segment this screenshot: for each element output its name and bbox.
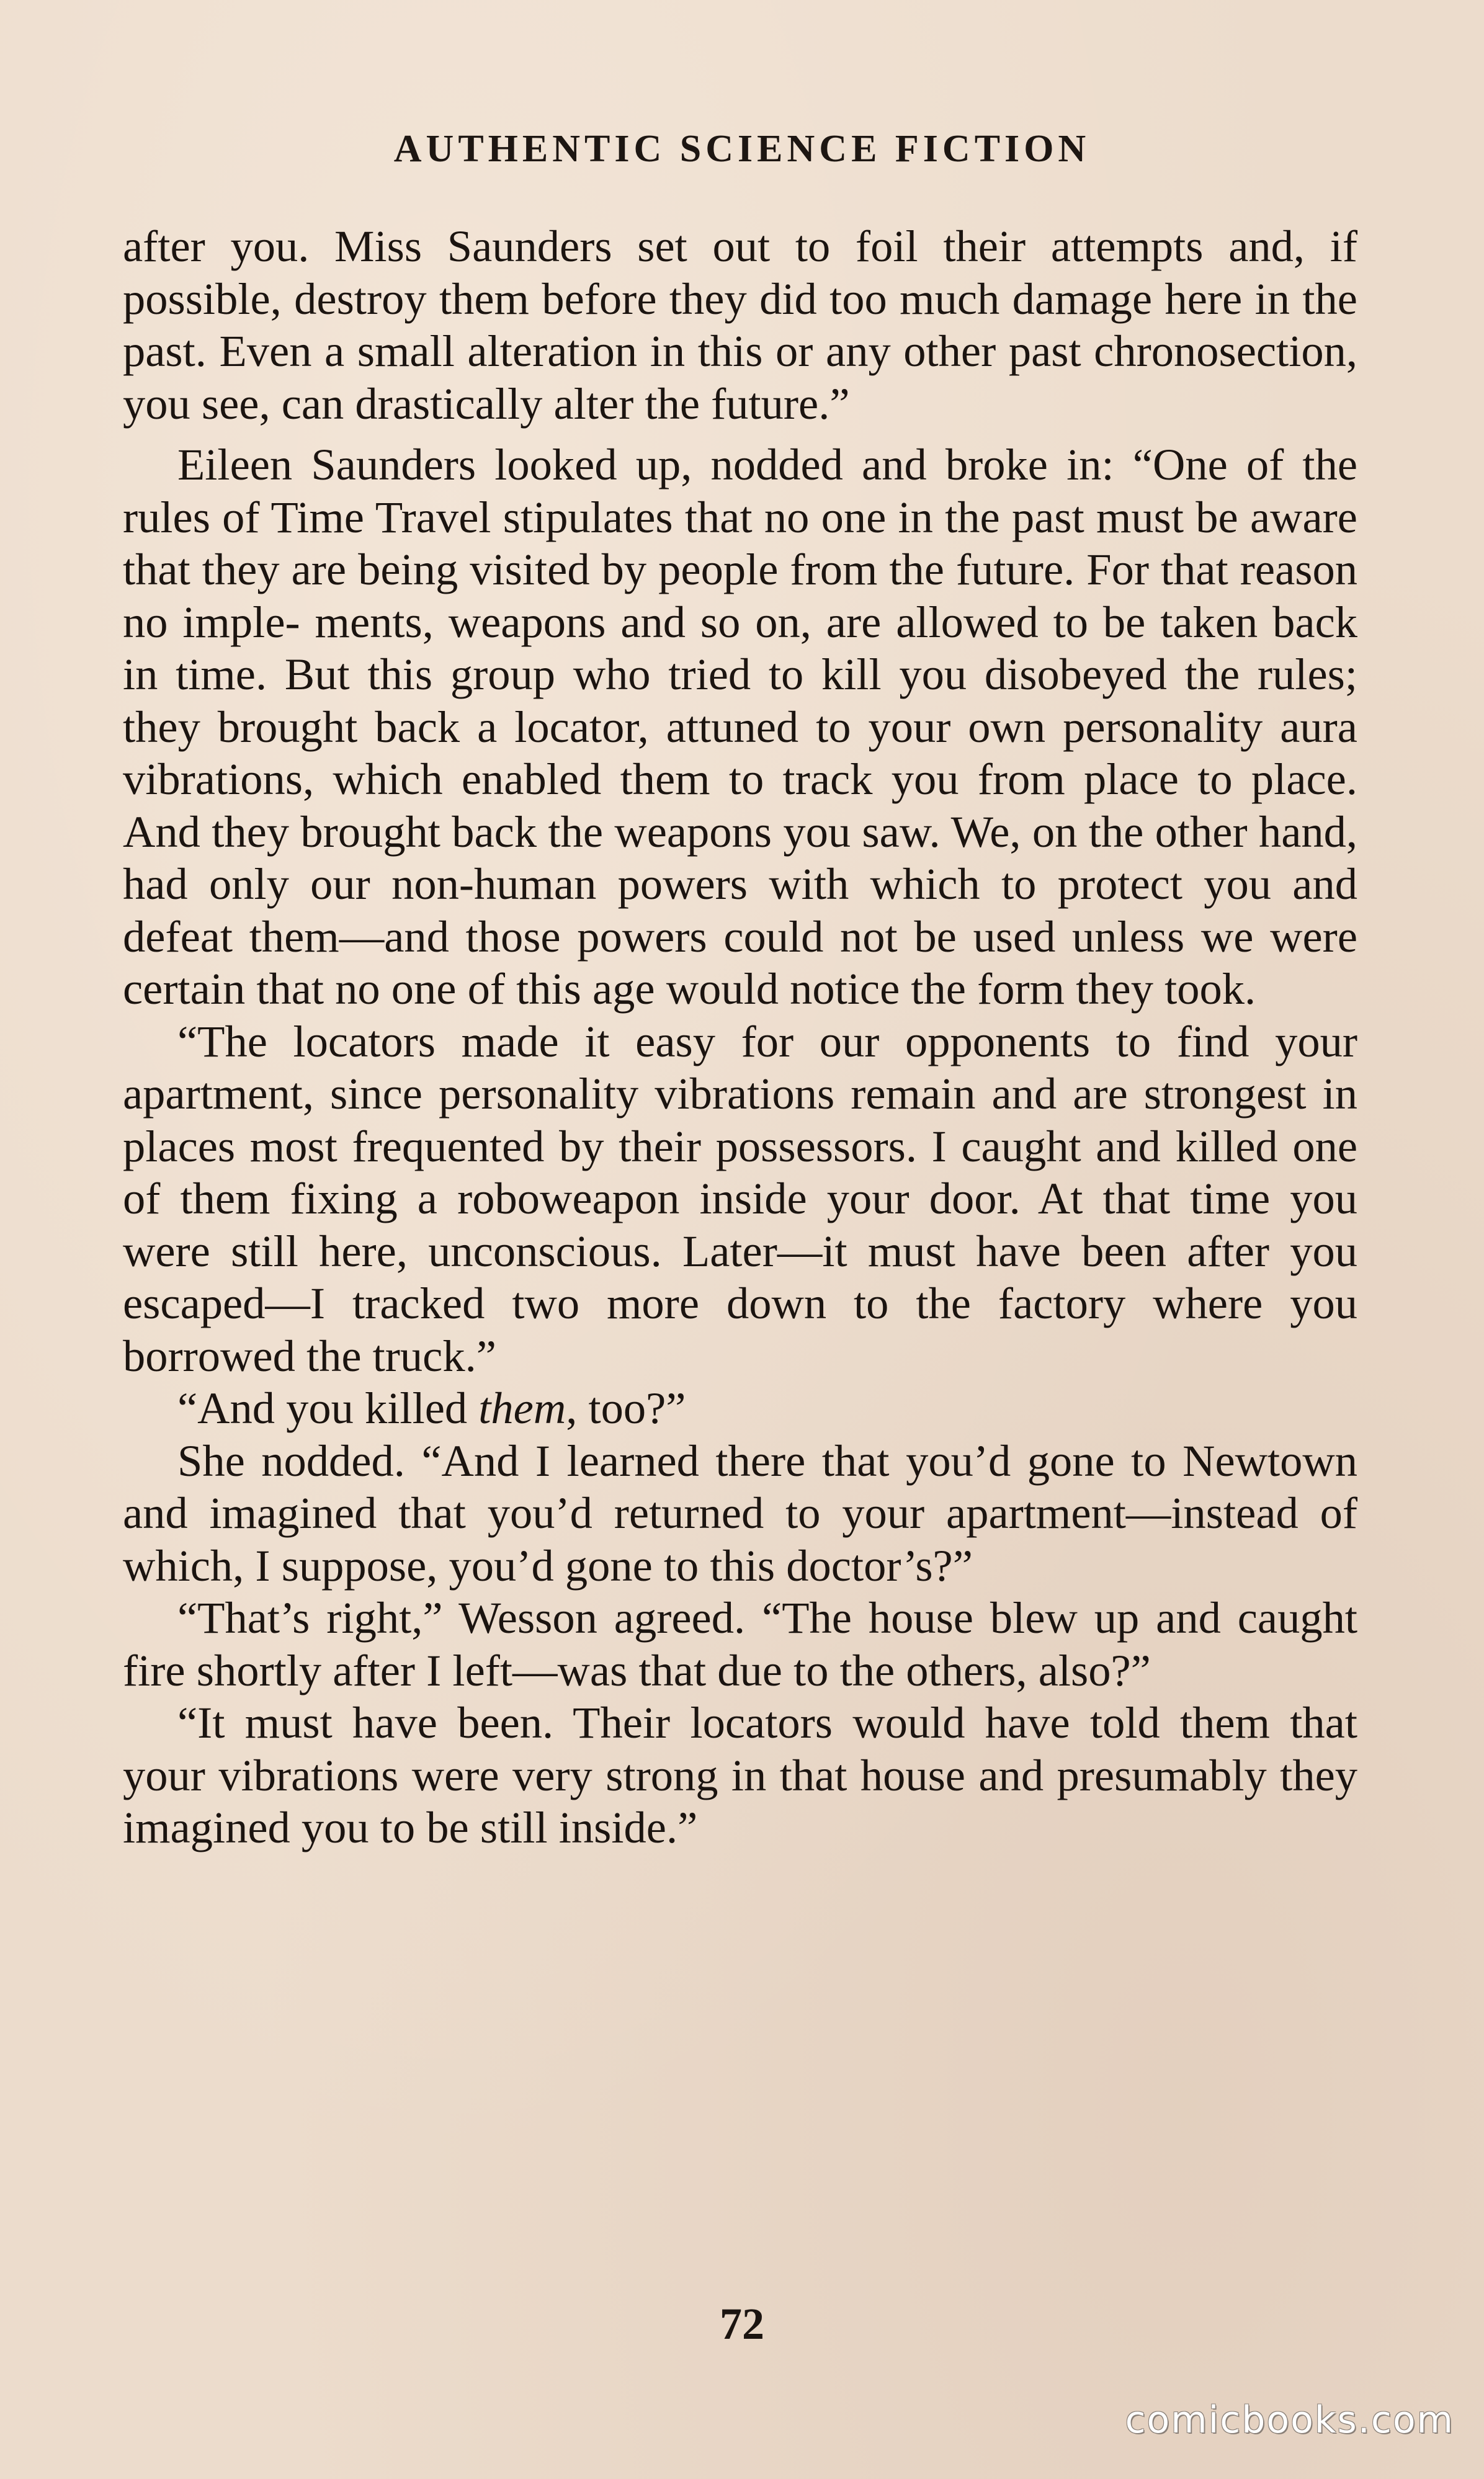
page-number: 72	[720, 2299, 764, 2349]
emphasized-word: them	[478, 1383, 566, 1433]
paragraph: She nodded. “And I learned there that you’d gone to Newtown and imagined that you’d returned to your apartment—instead of which, I suppose, you’d gone to this doctor’s?”	[123, 1435, 1357, 1591]
paragraph: “That’s right,” Wesson agreed. “The house blew up and caught fire shortly after I left—was that due to the others, also?”	[123, 1592, 1357, 1695]
dialogue-text: , too?”	[566, 1383, 686, 1433]
paragraph-dialogue	[123, 1382, 1357, 1435]
body-text	[123, 220, 1357, 1854]
paragraph-continuation: after you. Miss Saunders set out to foil their attempts and, if possible, destroy them before they did too much damage here in the past. Even a small alteration in this or any other past chronosection, you see, can drastically alter the future.”	[123, 221, 1357, 429]
dialogue-text: “And you killed	[177, 1383, 479, 1433]
paragraph: “It must have been. Their locators would have told them that your vibrations were very strong in that house and presumably they imagined you to be still inside.”	[123, 1697, 1357, 1852]
paragraph: Eileen Saunders looked up, nodded and broke in: “One of the rules of Time Travel stipulates that no one in the past must be aware that they are being visited by people from the future. For that reason no imple- ments, weapons and so on, are allowed to be taken back in time. But this group who tried to kill you disobeyed the rules; they brought back a locator, attuned to your own personality aura vibrations, which enabled them to track you from place to place. And they brought back the weapons you saw. We, on the other hand, had only our non-human powers with which to protect you and defeat them—and those powers could not be used unless we were certain that no one of this age would notice the form they took.	[123, 439, 1357, 1014]
watermark-logo: comicbooks.com	[1125, 2398, 1454, 2442]
running-head: AUTHENTIC SCIENCE FICTION	[393, 128, 1091, 170]
paragraph: “The locators made it easy for our opponents to find your apartment, since personality vibrations remain and are strongest in places most frequented by their possessors. I caught and killed one of them fixing a roboweapon inside your door. At that time you were still here, unconscious. Later—it must have been after you escaped—I tracked two more down to the factory where you borrowed the truck.”	[123, 1016, 1357, 1381]
